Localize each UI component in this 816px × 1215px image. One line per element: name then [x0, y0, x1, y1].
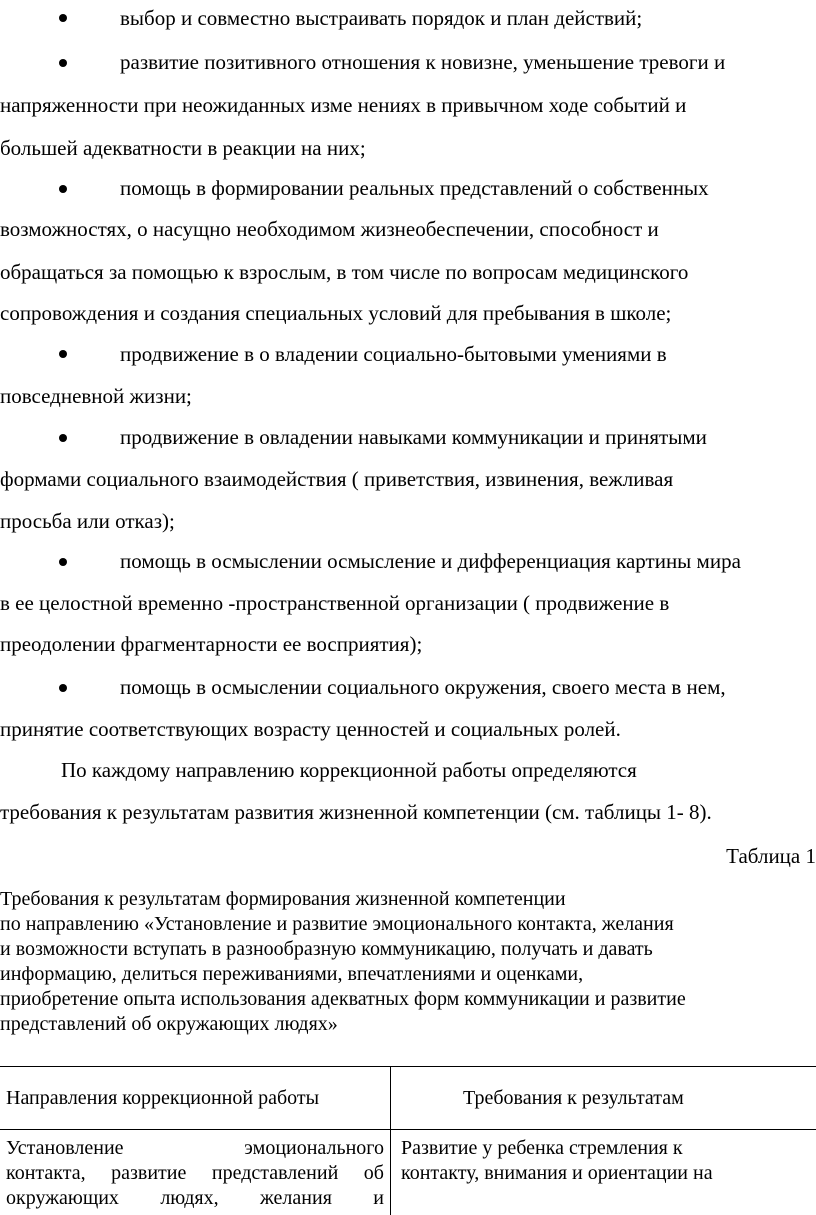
bullet-5-line-1: продвижение в овладении навыками коммуникации и принятыми [120, 425, 707, 449]
bullet-7-line-2: принятие соответствующих возрасту ценностей и социальных ролей. [0, 717, 621, 741]
bullet-2-line-2: напряженности при неожиданных изме нениях в привычном ходе событий и [0, 93, 687, 117]
table-title-line-2: по направлению «Установление и развитие эмоционального контакта, желания [0, 913, 674, 935]
bullet-3-line-2: возможностях, о насущно необходимом жизнеобеспечении, способност и [0, 217, 659, 241]
table-title-line-4: информацию, делиться переживаниями, впечатлениями и оценками, [0, 963, 584, 985]
table-row [0, 1130, 816, 1215]
bullet-marker [59, 350, 67, 358]
bullet-2-line-3: большей адекватности в реакции на них; [0, 136, 366, 160]
table-cell-direction [0, 1130, 391, 1215]
table-title-line-3: и возможности вступать в разнообразную коммуникацию, получать и давать [0, 938, 653, 960]
table-title-line-6: представлений об окружающих людях» [0, 1013, 338, 1035]
table-header-directions: Направления коррекционной работы [0, 1067, 391, 1129]
table-title-line-5: приобретение опыта использования адекватных форм коммуникации и развитие [0, 988, 686, 1010]
bullet-6-line-3: преодолении фрагментарности ее восприятия); [0, 632, 423, 656]
bullet-marker [59, 434, 67, 442]
paragraph-line-1: По каждому направлению коррекционной работы определяются [61, 758, 637, 782]
bullet-marker [59, 558, 67, 566]
table-caption: Таблица 1 [726, 844, 816, 868]
bullet-5-line-3: просьба или отказ); [0, 509, 175, 533]
cell-line: контакту, внимания и ориентации на [401, 1162, 713, 1184]
cell-line: Развитие у ребенка стремления к [401, 1137, 683, 1159]
bullet-5-line-2: формами социального взаимодействия ( приветствия, извинения, вежливая [0, 467, 674, 491]
table-cell-requirement [391, 1130, 816, 1215]
bullet-2-line-1: развитие позитивного отношения к новизне, уменьшение тревоги и [120, 50, 726, 74]
bullet-marker [59, 185, 67, 193]
paragraph-line-2: требования к результатам развития жизненной компетенции (см. таблицы 1- 8). [0, 800, 712, 824]
bullet-3-line-3: обращаться за помощью к взрослым, в том числе по вопросам медицинского [0, 260, 689, 284]
bullet-7-line-1: помощь в осмыслении социального окружения, своего места в нем, [120, 675, 726, 699]
bullet-marker [59, 14, 67, 22]
bullet-3-line-4: сопровождения и создания специальных условий для пребывания в школе; [0, 301, 672, 325]
bullet-3-line-1: помощь в формировании реальных представлений о собственных [120, 176, 709, 200]
table-title-line-1: Требования к результатам формирования жизненной компетенции [0, 888, 566, 910]
bullet-6-line-2: в ее целостной временно -пространственной организации ( продвижение в [0, 591, 670, 615]
table-header-requirements: Требования к результатам [463, 1086, 684, 1109]
bullet-1-line-1: выбор и совместно выстраивать порядок и план действий; [120, 6, 643, 30]
table-header-row [0, 1067, 816, 1130]
bullet-6-line-1: помощь в осмыслении осмысление и дифференциация картины мира [120, 549, 741, 573]
bullet-marker [59, 684, 67, 692]
bullet-marker [59, 59, 67, 67]
bullet-4-line-1: продвижение в о владении социально-бытовыми умениями в [120, 342, 667, 366]
bullet-4-line-2: повседневной жизни; [0, 384, 192, 408]
cell-line: контакта, развитие представлений об [6, 1162, 384, 1184]
cell-line: Установление эмоционального [6, 1137, 384, 1159]
cell-line: окружающих людях, желания и [6, 1187, 384, 1209]
requirements-table [0, 1066, 816, 1215]
